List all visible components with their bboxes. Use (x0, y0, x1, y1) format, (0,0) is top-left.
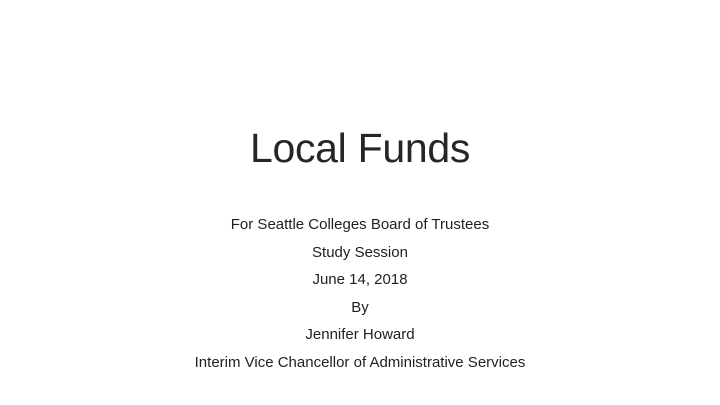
subtitle-line-presenter: Jennifer Howard (305, 326, 415, 343)
subtitle-line-presenter-role: Interim Vice Chancellor of Administrative Services (194, 353, 526, 371)
slide-subtitle (0, 211, 720, 376)
subtitle-line-audience: For Seattle Colleges Board of Trustees (230, 216, 490, 233)
subtitle-line-by: By (351, 298, 369, 316)
subtitle-line-session: Study Session (312, 243, 408, 261)
slide-title: Local Funds (249, 125, 471, 171)
subtitle-line-date: June 14, 2018 (312, 271, 408, 288)
